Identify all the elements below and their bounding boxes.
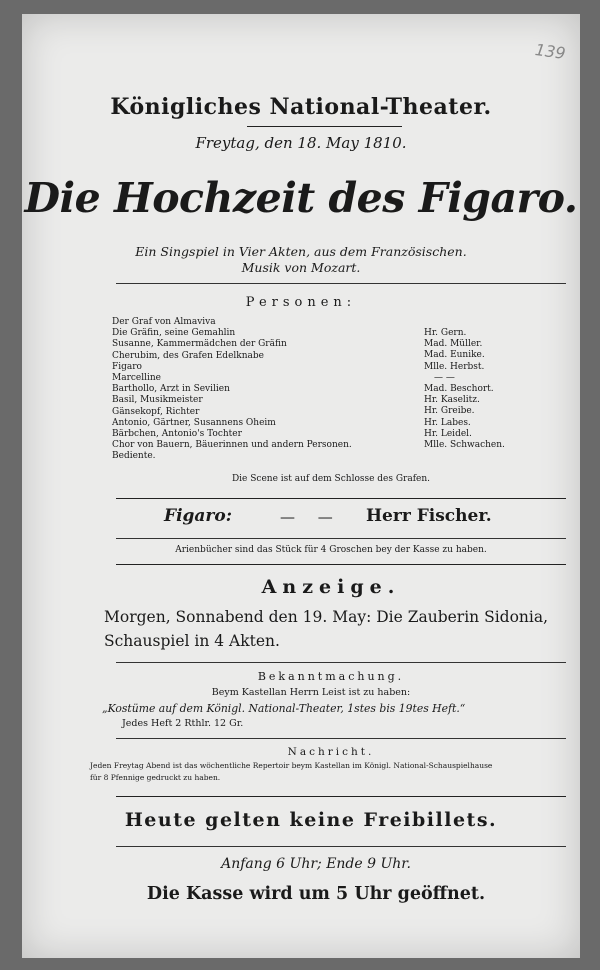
cast-actors	[424, 328, 505, 451]
cast-role: Barthollo, Arzt in Sevilien	[112, 384, 230, 395]
cast-role: Cherubim, des Grafen Edelknabe	[112, 350, 264, 361]
playbill-sheet	[22, 14, 580, 958]
guest-role: Figaro:	[164, 506, 232, 526]
announcement-top-rule	[116, 564, 566, 565]
cast-actor: Hr. Greibe.	[424, 406, 475, 417]
performance-date: Freytag, den 18. May 1810.	[195, 134, 407, 152]
cast-actor: Mad. Müller.	[424, 339, 483, 350]
guest-dashes: — —	[280, 508, 333, 526]
cast-role: Bediente.	[112, 451, 156, 462]
freibillets-bottom-rule	[116, 846, 566, 847]
bekannt-heading: Bekanntmachung.	[257, 670, 405, 683]
cast-role: Susanne, Kammermädchen der Gräfin	[112, 339, 287, 350]
bekannt-top-rule	[116, 662, 566, 663]
cast-actor: Hr. Labes.	[424, 417, 471, 428]
cast-roles	[112, 317, 352, 463]
cast-role: Marcelline	[112, 373, 162, 384]
cast-role: Die Gräfin, seine Gemahlin	[112, 328, 236, 339]
cast-role: Der Graf von Almaviva	[112, 317, 216, 327]
cast-actor: Mlle. Herbst.	[424, 361, 485, 372]
theater-name: Königliches National-Theater.	[110, 94, 492, 120]
cast-actor: Hr. Leidel.	[424, 428, 472, 439]
bekannt-line1: Beym Kastellan Herrn Leist ist zu haben:	[211, 687, 411, 698]
freibillets-top-rule	[116, 796, 566, 797]
announcement-line2: Schauspiel in 4 Akten.	[104, 632, 280, 650]
freibillets-note: Heute gelten keine Freibillets.	[124, 809, 498, 831]
cast-role: Figaro	[112, 361, 142, 372]
cast-role: Basil, Musikmeister	[112, 395, 203, 406]
cast-role: Antonio, Gärtner, Susannens Oheim	[112, 417, 276, 428]
guest-top-rule	[116, 498, 566, 499]
bekannt-line3: Jedes Heft 2 Rthlr. 12 Gr.	[122, 718, 244, 729]
box-office-note: Die Kasse wird um 5 Uhr geöffnet.	[146, 884, 486, 904]
nachricht-line2: für 8 Pfennige gedruckt zu haben.	[90, 773, 221, 782]
cast-top-rule	[116, 283, 566, 284]
nachricht-heading: Nachricht.	[287, 746, 375, 758]
nachricht-top-rule	[116, 738, 566, 739]
header-rule	[247, 126, 402, 127]
cast-heading: Personen:	[245, 295, 357, 310]
libretto-note: Arienbücher sind das Stück für 4 Groschen bey der Kasse zu haben.	[175, 545, 487, 555]
cast-actor: Mad. Eunike.	[424, 350, 485, 361]
cast-actor: Hr. Kaselitz.	[424, 395, 480, 406]
announcement-heading: Anzeige.	[261, 576, 401, 598]
cast-role: Bärbchen, Antonio's Tochter	[112, 429, 242, 440]
nachricht-line1: Jeden Freytag Abend ist das wöchentliche Repertoir beym Kastellan im Königl. National-Schauspielhause	[90, 761, 493, 770]
cast-role: Chor von Bauern, Bäuerinnen und andern Personen.	[112, 440, 352, 451]
play-music: Musik von Mozart.	[241, 260, 361, 275]
play-subtitle: Ein Singspiel in Vier Akten, aus dem Französischen.	[135, 244, 467, 259]
cast-actor: — —	[434, 372, 455, 383]
performance-times: Anfang 6 Uhr; Ende 9 Uhr.	[221, 856, 411, 872]
cast-actor: Mlle. Schwachen.	[424, 440, 505, 451]
scene-note: Die Scene ist auf dem Schlosse des Grafen.	[231, 474, 431, 484]
cast-actor: Hr. Gern.	[424, 328, 467, 338]
guest-bottom-rule	[116, 538, 566, 539]
archive-mark: 139	[534, 39, 568, 64]
bekannt-line2: „Kostüme auf dem Königl. National-Theater, 1stes bis 19tes Heft.“	[102, 702, 466, 715]
play-title: Die Hochzeit des Figaro.	[24, 174, 578, 222]
cast-role: Gänsekopf, Richter	[112, 406, 200, 417]
guest-actor: Herr Fischer.	[366, 506, 492, 526]
announcement-line1: Morgen, Sonnabend den 19. May: Die Zauberin Sidonia,	[104, 608, 549, 626]
cast-actor: Mad. Beschort.	[424, 384, 494, 395]
